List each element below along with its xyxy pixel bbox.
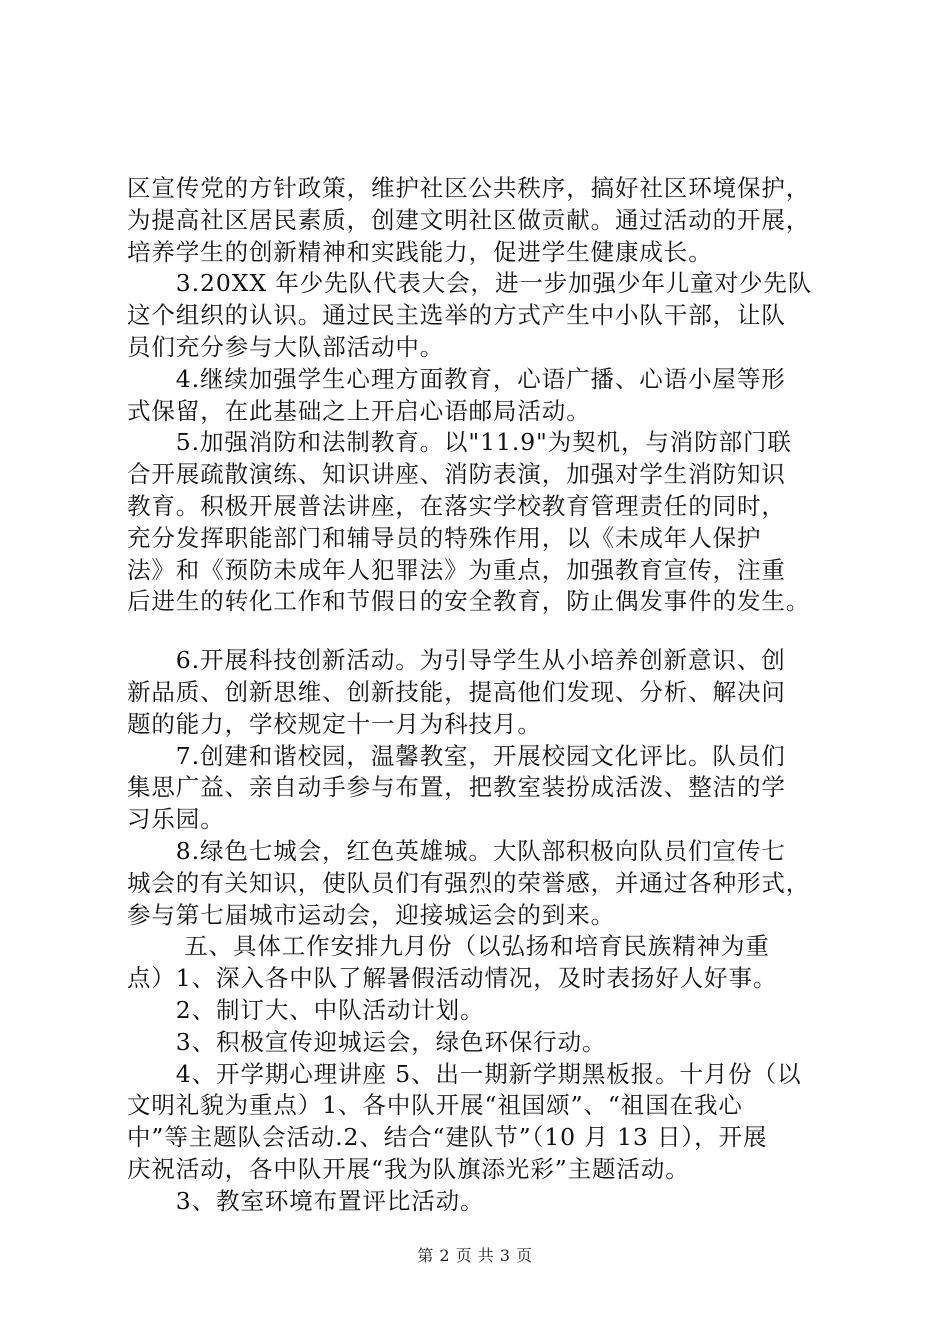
text-line: 庆祝活动，各中队开展“我为队旗添光彩”主题活动。 — [127, 1154, 690, 1183]
text-line: 中”等主题队会活动.2、结合“建队节”（10 月 13 日），开展 — [127, 1123, 768, 1152]
text-line: 后进生的转化工作和节假日的安全教育，防止偶发事件的发生。 — [127, 587, 811, 616]
text-line: 6.开展科技创新活动。为引导学生从小培养创新意识、创 — [127, 646, 786, 675]
text-line: 参与第七届城市运动会，迎接城运会的到来。 — [127, 900, 615, 929]
text-line: 为提高社区居民素质，创建文明社区做贡献。通过活动的开展， — [127, 205, 811, 234]
text-line: 3.20XX 年少先队代表大会，进一步加强少年儿童对少先队 — [127, 269, 813, 298]
text-line: 文明礼貌为重点）1、各中队开展“祖国颂”、“祖国在我心 — [127, 1091, 743, 1120]
text-line: 5.加强消防和法制教育。以"11.9"为契机，与消防部门联 — [127, 428, 792, 457]
text-line: 培养学生的创新精神和实践能力，促进学生健康成长。 — [127, 237, 713, 266]
text-line: 合开展疏散演练、知识讲座、消防表演，加强对学生消防知识 — [127, 460, 786, 489]
text-line: 区宣传党的方针政策，维护社区公共秩序，搞好社区环境保护， — [127, 174, 811, 202]
text-line: 法》和《预防未成年人犯罪法》为重点，加强教育宣传，注重 — [127, 555, 786, 584]
text-line: 集思广益、亲自动手参与布置，把教室装扮成活泼、整洁的学 — [127, 773, 786, 802]
page-number-footer: 第 2 页 共 3 页 — [417, 1246, 533, 1265]
text-line: 3、积极宣传迎城运会，绿色环保行动。 — [127, 1027, 607, 1056]
text-line: 题的能力，学校规定十一月为科技月。 — [127, 709, 542, 738]
text-line: 习乐园。 — [127, 805, 225, 834]
text-line: 8.绿色七城会，红色英雄城。大队部积极向队员们宣传七 — [127, 836, 786, 865]
text-line: 4、开学期心理讲座 5、出一期新学期黑板报。十月份（以 — [127, 1059, 802, 1088]
text-line: 城会的有关知识，使队员们有强烈的荣誉感，并通过各种形式， — [127, 868, 811, 897]
text-line: 2、制订大、中队活动计划。 — [127, 995, 485, 1024]
text-line: 五、具体工作安排九月份（以弘扬和培育民族精神为重 — [127, 932, 770, 961]
text-line: 点）1、深入各中队了解暑假活动情况，及时表扬好人好事。 — [127, 964, 778, 993]
text-line: 新品质、创新思维、创新技能，提高他们发现、分析、解决问 — [127, 677, 786, 706]
document-body — [127, 173, 847, 1218]
text-line: 式保留，在此基础之上开启心语邮局活动。 — [127, 396, 591, 425]
text-line: 3、教室环境布置评比活动。 — [127, 1186, 485, 1215]
text-line: 4.继续加强学生心理方面教育，心语广播、心语小屋等形 — [127, 364, 786, 393]
text-line: 7.创建和谐校园，温馨教室，开展校园文化评比。队员们 — [127, 741, 786, 770]
text-line: 这个组织的认识。通过民主选举的方式产生中小队干部，让队 — [127, 301, 786, 330]
text-line: 教育。积极开展普法讲座，在落实学校教育管理责任的同时， — [127, 491, 786, 520]
text-line: 充分发挥职能部门和辅导员的特殊作用，以《未成年人保护 — [127, 523, 762, 552]
text-line: 员们充分参与大队部活动中。 — [127, 332, 445, 361]
